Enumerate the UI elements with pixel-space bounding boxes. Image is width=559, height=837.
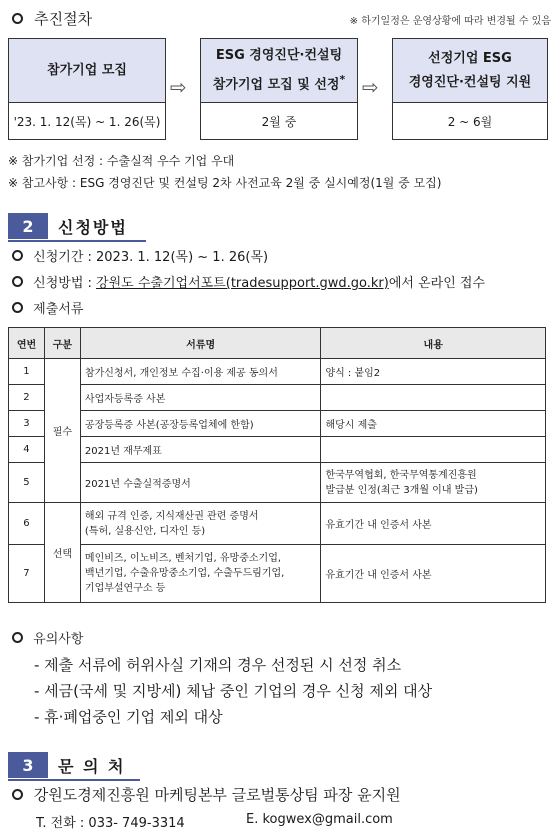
cautions-heading <box>12 628 83 647</box>
selection-note: ※ 참가기업 선정 : 수출실적 우수 기업 우대 <box>8 154 235 168</box>
process-step-head-line1: 참가기업 모집 <box>47 62 127 78</box>
row-document: 2021년 수출실적증명서 <box>80 463 321 503</box>
arrow-right-icon: ⇨ <box>362 75 379 99</box>
documents-table <box>8 327 546 603</box>
table-row <box>9 359 546 385</box>
contact-text: 강원도경제진흥원 마케팅본부 글로벌통상팀 파장 윤지원 <box>33 786 401 804</box>
row-no: 4 <box>9 437 45 463</box>
table-row <box>9 411 546 437</box>
application-method <box>12 272 485 291</box>
section-2-header <box>8 213 128 239</box>
arrow-right-icon: ⇨ <box>170 75 187 99</box>
phone-text: T. 전화 : 033- 749-3314 <box>36 816 185 831</box>
circle-bullet-icon <box>12 302 23 313</box>
row-content: 유효기간 내 인증서 사본 <box>321 503 546 545</box>
application-period <box>12 246 268 265</box>
caution-item: - 제출 서류에 허위사실 기재의 경우 선정된 시 선정 취소 <box>34 656 402 674</box>
documents-heading <box>12 298 83 317</box>
row-no: 6 <box>9 503 45 545</box>
section-title: 신청방법 <box>58 217 128 237</box>
row-no: 7 <box>9 545 45 603</box>
process-step-1 <box>8 38 166 140</box>
process-step-head-line2: 경영진단·컨설팅 지원 <box>408 74 532 90</box>
section-underline <box>8 779 140 781</box>
email-text[interactable]: E. kogwex@gmail.com <box>246 812 393 827</box>
procedure-title: 추진절차 <box>34 10 93 28</box>
row-content: 유효기간 내 인증서 사본 <box>321 545 546 603</box>
process-step-2 <box>200 38 358 140</box>
row-no: 5 <box>9 463 45 503</box>
row-content: 해당시 제출 <box>321 411 546 437</box>
table-row <box>9 385 546 411</box>
table-row <box>9 503 546 545</box>
row-document: 참가신청서, 개인정보 수집·이용 제공 동의서 <box>80 359 321 385</box>
schedule-note: ※ 하기일정은 운영상황에 따라 변경될 수 있음 <box>349 16 551 27</box>
table-row <box>9 437 546 463</box>
process-step-head-line2: 참가기업 모집 및 선정 <box>212 77 340 93</box>
header-content: 내용 <box>321 328 546 359</box>
method-prefix: 신청방법 : <box>33 276 97 291</box>
section-underline <box>8 240 146 242</box>
method-link[interactable]: 강원도 수출기업서포트(tradesupport.gwd.go.kr) <box>96 276 389 291</box>
header-category: 구분 <box>44 328 80 359</box>
table-row <box>9 463 546 503</box>
asterisk-mark: * <box>339 72 346 86</box>
caution-item: - 세금(국세 및 지방세) 체납 중인 기업의 경우 신청 제외 대상 <box>34 682 433 700</box>
row-content: 양식 : 붙임2 <box>321 359 546 385</box>
process-step-3 <box>392 38 548 140</box>
process-step-head-line1: 선정기업 ESG <box>428 50 512 66</box>
circle-bullet-icon <box>12 789 23 800</box>
reference-note: ※ 참고사항 : ESG 경영진단 및 컨설팅 2차 사전교육 2월 중 실시예정(1월 중 모집) <box>8 176 442 190</box>
circle-bullet-icon <box>12 276 23 287</box>
row-no: 1 <box>9 359 45 385</box>
method-suffix: 에서 온라인 접수 <box>388 276 486 291</box>
procedure-header <box>12 8 92 29</box>
section-title: 문 의 처 <box>58 756 126 776</box>
table-row <box>9 545 546 603</box>
section-3-header <box>8 752 126 778</box>
row-no: 3 <box>9 411 45 437</box>
header-document: 서류명 <box>80 328 321 359</box>
process-step-head <box>9 39 165 103</box>
cautions-title: 유의사항 <box>33 632 84 647</box>
row-document: 공장등록증 사본(공장등록업체에 한함) <box>80 411 321 437</box>
row-content <box>321 385 546 411</box>
group-optional: 선택 <box>44 503 80 603</box>
header-no: 연번 <box>9 328 45 359</box>
process-step-head <box>201 39 357 103</box>
row-no: 2 <box>9 385 45 411</box>
row-document: 사업자등록증 사본 <box>80 385 321 411</box>
section-number: 3 <box>8 752 48 778</box>
application-period-text: 신청기간 : 2023. 1. 12(목) ~ 1. 26(목) <box>33 250 269 265</box>
row-content <box>321 437 546 463</box>
row-content: 한국무역협회, 한국무역통계진흥원 발급분 인정(최근 3개월 이내 발급) <box>321 463 546 503</box>
circle-bullet-icon <box>12 250 23 261</box>
circle-bullet-icon <box>12 13 23 24</box>
table-header-row <box>9 328 546 359</box>
process-step-body: 2 ~ 6월 <box>447 114 493 129</box>
process-step-body: 2월 중 <box>261 114 297 129</box>
group-required: 필수 <box>44 359 80 503</box>
contact-line <box>12 784 401 805</box>
process-step-head <box>393 39 547 103</box>
section-number: 2 <box>8 213 48 239</box>
circle-bullet-icon <box>12 632 23 643</box>
row-document: 해외 규격 인증, 지식재산권 관련 증명서 (특허, 실용신안, 디자인 등) <box>80 503 321 545</box>
caution-item: - 휴·폐업중인 기업 제외 대상 <box>34 708 223 726</box>
documents-title: 제출서류 <box>33 302 84 317</box>
row-document: 2021년 재무제표 <box>80 437 321 463</box>
process-step-head-line1: ESG 경영진단·컨설팅 <box>215 47 343 63</box>
row-document: 메인비즈, 이노비즈, 벤처기업, 유망중소기업, 백년기업, 수출유망중소기업, 수출두드림기업, 기업부설연구소 등 <box>80 545 321 603</box>
process-step-body: '23. 1. 12(목) ~ 1. 26(목) <box>13 114 161 129</box>
